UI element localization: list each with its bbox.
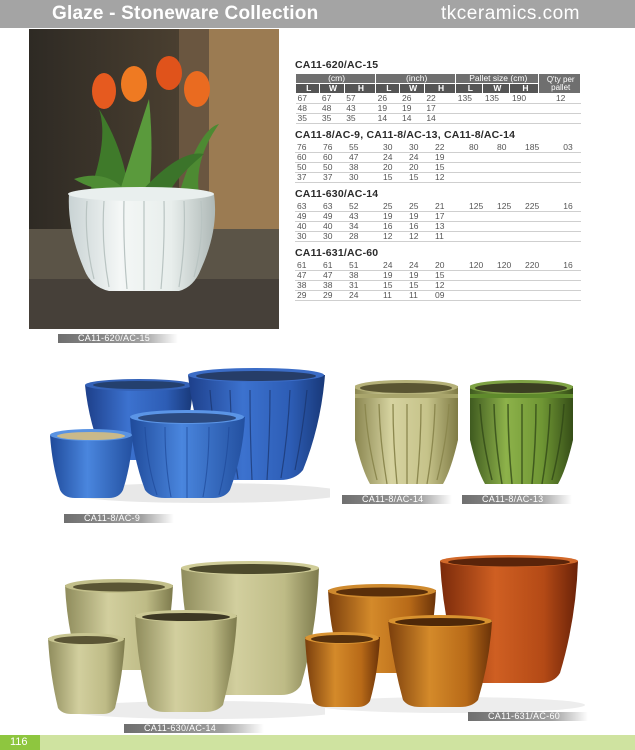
table-cell: 50 <box>295 163 321 173</box>
table-cell: 30 <box>295 232 321 242</box>
table-cell: 16 <box>553 202 581 212</box>
table-row <box>295 212 581 222</box>
table-cell <box>510 104 539 114</box>
table-cell <box>495 163 523 173</box>
table-cell <box>456 104 483 114</box>
header-pallet: Pallet size (cm) <box>456 74 539 84</box>
table-cell: 19 <box>407 271 433 281</box>
spec-rows <box>295 143 581 183</box>
table-cell <box>523 291 553 301</box>
table-cell <box>467 212 495 222</box>
table-cell <box>495 232 523 242</box>
table-cell: 35 <box>296 114 320 124</box>
table-cell: 14 <box>376 114 400 124</box>
table-cell: 25 <box>407 202 433 212</box>
table-cell: 28 <box>347 232 381 242</box>
table-cell: 15 <box>433 271 467 281</box>
spec-table <box>295 73 581 124</box>
photo-amber-pots <box>300 555 585 715</box>
table-cell: 14 <box>424 114 455 124</box>
table-cell: 40 <box>321 222 347 232</box>
table-cell: 61 <box>295 261 321 271</box>
table-cell <box>467 291 495 301</box>
table-cell <box>510 114 539 124</box>
table-cell: 16 <box>381 222 407 232</box>
table-cell: 190 <box>510 94 539 104</box>
collection-title: Glaze - Stoneware Collection <box>52 3 319 24</box>
table-cell: 47 <box>321 271 347 281</box>
table-cell: 48 <box>296 104 320 114</box>
table-cell <box>456 114 483 124</box>
table-cell: 49 <box>321 212 347 222</box>
table-cell: 225 <box>523 202 553 212</box>
table-cell: 43 <box>347 212 381 222</box>
table-cell: 38 <box>347 271 381 281</box>
table-cell: 80 <box>495 143 523 153</box>
table-cell: 14 <box>400 114 424 124</box>
table-cell <box>495 173 523 183</box>
table-cell: 12 <box>539 94 581 104</box>
table-cell: 31 <box>347 281 381 291</box>
table-cell: 15 <box>381 281 407 291</box>
table-cell <box>495 222 523 232</box>
table-cell: 24 <box>407 153 433 163</box>
table-cell: 22 <box>424 94 455 104</box>
table-row <box>295 163 581 173</box>
table-cell: 19 <box>381 271 407 281</box>
spec-table <box>295 261 581 301</box>
table-cell: 60 <box>321 153 347 163</box>
table-cell: 17 <box>433 212 467 222</box>
table-cell: 30 <box>381 143 407 153</box>
header-l: L <box>296 84 320 94</box>
table-cell: 35 <box>320 114 344 124</box>
table-cell: 25 <box>381 202 407 212</box>
table-cell <box>523 281 553 291</box>
table-cell: 76 <box>321 143 347 153</box>
table-cell <box>523 212 553 222</box>
table-cell: 38 <box>295 281 321 291</box>
model-heading: CA11-8/AC-9, CA11-8/AC-13, CA11-8/AC-14 <box>295 129 516 141</box>
header-w: W <box>320 84 344 94</box>
table-cell: 37 <box>321 173 347 183</box>
table-cell: 19 <box>433 153 467 163</box>
table-cell <box>553 222 581 232</box>
table-row <box>295 232 581 242</box>
spec-block-4 <box>295 246 581 301</box>
spec-rows <box>295 202 581 242</box>
header-cm: (cm) <box>296 74 376 84</box>
table-cell: 60 <box>295 153 321 163</box>
table-cell <box>467 222 495 232</box>
table-cell: 125 <box>495 202 523 212</box>
table-cell <box>495 212 523 222</box>
header-h: H <box>510 84 539 94</box>
table-cell <box>553 173 581 183</box>
table-cell <box>553 212 581 222</box>
table-cell <box>553 271 581 281</box>
table-cell <box>523 232 553 242</box>
table-cell: 15 <box>407 281 433 291</box>
table-cell: 11 <box>433 232 467 242</box>
header-inch: (inch) <box>376 74 456 84</box>
table-cell: 24 <box>407 261 433 271</box>
caption-amber-pots: CA11-631/AC-60 <box>468 712 588 721</box>
page-header <box>0 0 635 28</box>
header-w: W <box>483 84 510 94</box>
table-cell: 48 <box>320 104 344 114</box>
header-h: H <box>424 84 455 94</box>
table-cell: 15 <box>407 173 433 183</box>
table-cell: 24 <box>381 153 407 163</box>
table-cell: 12 <box>381 232 407 242</box>
table-cell: 52 <box>347 202 381 212</box>
table-row <box>295 271 581 281</box>
table-cell: 29 <box>295 291 321 301</box>
header-l: L <box>376 84 400 94</box>
table-cell: 17 <box>424 104 455 114</box>
table-cell <box>467 163 495 173</box>
photo-light-green-pot <box>355 380 458 484</box>
table-cell: 80 <box>467 143 495 153</box>
table-cell: 12 <box>433 173 467 183</box>
caption-blue-pots: CA11-8/AC-9 <box>64 514 174 523</box>
table-cell: 43 <box>344 104 375 114</box>
header-h: H <box>344 84 375 94</box>
table-cell <box>523 222 553 232</box>
table-cell: 38 <box>347 163 381 173</box>
table-cell <box>553 232 581 242</box>
header-l: L <box>456 84 483 94</box>
header-qty: Q'ty per pallet <box>539 74 581 94</box>
table-cell: 26 <box>376 94 400 104</box>
table-cell <box>483 104 510 114</box>
table-cell: 09 <box>433 291 467 301</box>
table-cell: 30 <box>407 143 433 153</box>
table-cell: 57 <box>344 94 375 104</box>
table-cell: 35 <box>344 114 375 124</box>
table-cell: 76 <box>295 143 321 153</box>
model-heading: CA11-630/AC-14 <box>295 188 379 201</box>
table-cell: 29 <box>321 291 347 301</box>
table-cell: 20 <box>407 163 433 173</box>
table-cell: 47 <box>295 271 321 281</box>
table-cell <box>539 104 581 114</box>
page-footer-bar <box>0 735 635 750</box>
table-cell: 22 <box>433 143 467 153</box>
table-cell: 34 <box>347 222 381 232</box>
table-cell: 220 <box>523 261 553 271</box>
spec-table <box>295 202 581 242</box>
table-row <box>295 291 581 301</box>
table-cell: 24 <box>347 291 381 301</box>
table-cell: 19 <box>400 104 424 114</box>
table-cell: 63 <box>295 202 321 212</box>
spec-block-3 <box>295 187 581 242</box>
website-url: tkceramics.com <box>441 3 580 24</box>
table-cell <box>553 153 581 163</box>
model-heading: CA11-620/AC-15 <box>295 59 379 71</box>
table-cell: 30 <box>347 173 381 183</box>
table-cell <box>467 232 495 242</box>
table-cell: 47 <box>347 153 381 163</box>
table-cell <box>467 173 495 183</box>
table-cell: 120 <box>495 261 523 271</box>
table-cell <box>495 153 523 163</box>
table-cell: 51 <box>347 261 381 271</box>
photo-dark-green-pot <box>470 380 573 484</box>
table-cell: 38 <box>321 281 347 291</box>
table-cell <box>523 163 553 173</box>
table-cell <box>553 163 581 173</box>
table-cell: 63 <box>321 202 347 212</box>
table-cell: 16 <box>407 222 433 232</box>
table-cell <box>523 153 553 163</box>
table-cell: 120 <box>467 261 495 271</box>
table-cell: 30 <box>321 232 347 242</box>
table-cell: 12 <box>433 281 467 291</box>
table-cell: 19 <box>407 212 433 222</box>
page-number: 116 <box>0 735 40 750</box>
table-cell: 19 <box>381 212 407 222</box>
table-cell <box>467 271 495 281</box>
table-cell: 20 <box>433 261 467 271</box>
caption-dark-green-pot: CA11-8/AC-13 <box>462 495 572 504</box>
table-row <box>296 104 581 114</box>
table-cell: 15 <box>433 163 467 173</box>
caption-light-green-pot: CA11-8/AC-14 <box>342 495 452 504</box>
table-cell: 13 <box>433 222 467 232</box>
table-cell: 12 <box>407 232 433 242</box>
table-cell: 26 <box>400 94 424 104</box>
table-cell: 61 <box>321 261 347 271</box>
table-row <box>295 281 581 291</box>
table-row <box>296 114 581 124</box>
table-cell: 135 <box>483 94 510 104</box>
table-cell: 125 <box>467 202 495 212</box>
table-cell <box>495 271 523 281</box>
table-row <box>295 222 581 232</box>
caption-main-photo: CA11-620/AC-15 <box>58 334 178 343</box>
table-cell <box>467 281 495 291</box>
table-cell: 40 <box>295 222 321 232</box>
table-cell <box>523 173 553 183</box>
table-cell <box>553 291 581 301</box>
model-heading: CA11-631/AC-60 <box>295 247 379 260</box>
table-cell: 37 <box>295 173 321 183</box>
spec-table <box>295 143 581 183</box>
table-cell: 19 <box>376 104 400 114</box>
table-cell: 15 <box>381 173 407 183</box>
table-cell: 24 <box>381 261 407 271</box>
spec-rows <box>295 261 581 301</box>
table-cell: 135 <box>456 94 483 104</box>
table-row <box>295 153 581 163</box>
table-cell: 50 <box>321 163 347 173</box>
table-cell: 03 <box>553 143 581 153</box>
table-cell <box>467 153 495 163</box>
table-cell <box>523 271 553 281</box>
table-cell <box>495 291 523 301</box>
spec-block-1 <box>295 58 581 124</box>
table-cell: 55 <box>347 143 381 153</box>
photo-blue-pots <box>45 365 330 505</box>
spec-rows <box>296 94 581 124</box>
photo-cream-pots <box>45 560 325 720</box>
spec-tables <box>295 58 581 305</box>
caption-cream-pots: CA11-630/AC-14 <box>124 724 264 733</box>
table-row <box>295 173 581 183</box>
table-cell: 185 <box>523 143 553 153</box>
table-cell: 67 <box>320 94 344 104</box>
table-cell: 49 <box>295 212 321 222</box>
table-cell <box>539 114 581 124</box>
table-cell: 67 <box>296 94 320 104</box>
table-cell: 11 <box>407 291 433 301</box>
table-cell: 16 <box>553 261 581 271</box>
table-row <box>296 94 581 104</box>
table-cell <box>483 114 510 124</box>
table-cell <box>495 281 523 291</box>
table-cell: 20 <box>381 163 407 173</box>
table-cell: 11 <box>381 291 407 301</box>
table-cell <box>553 281 581 291</box>
table-cell: 21 <box>433 202 467 212</box>
photo-white-pot-tulips <box>29 29 279 329</box>
spec-block-2 <box>295 128 581 183</box>
header-w: W <box>400 84 424 94</box>
